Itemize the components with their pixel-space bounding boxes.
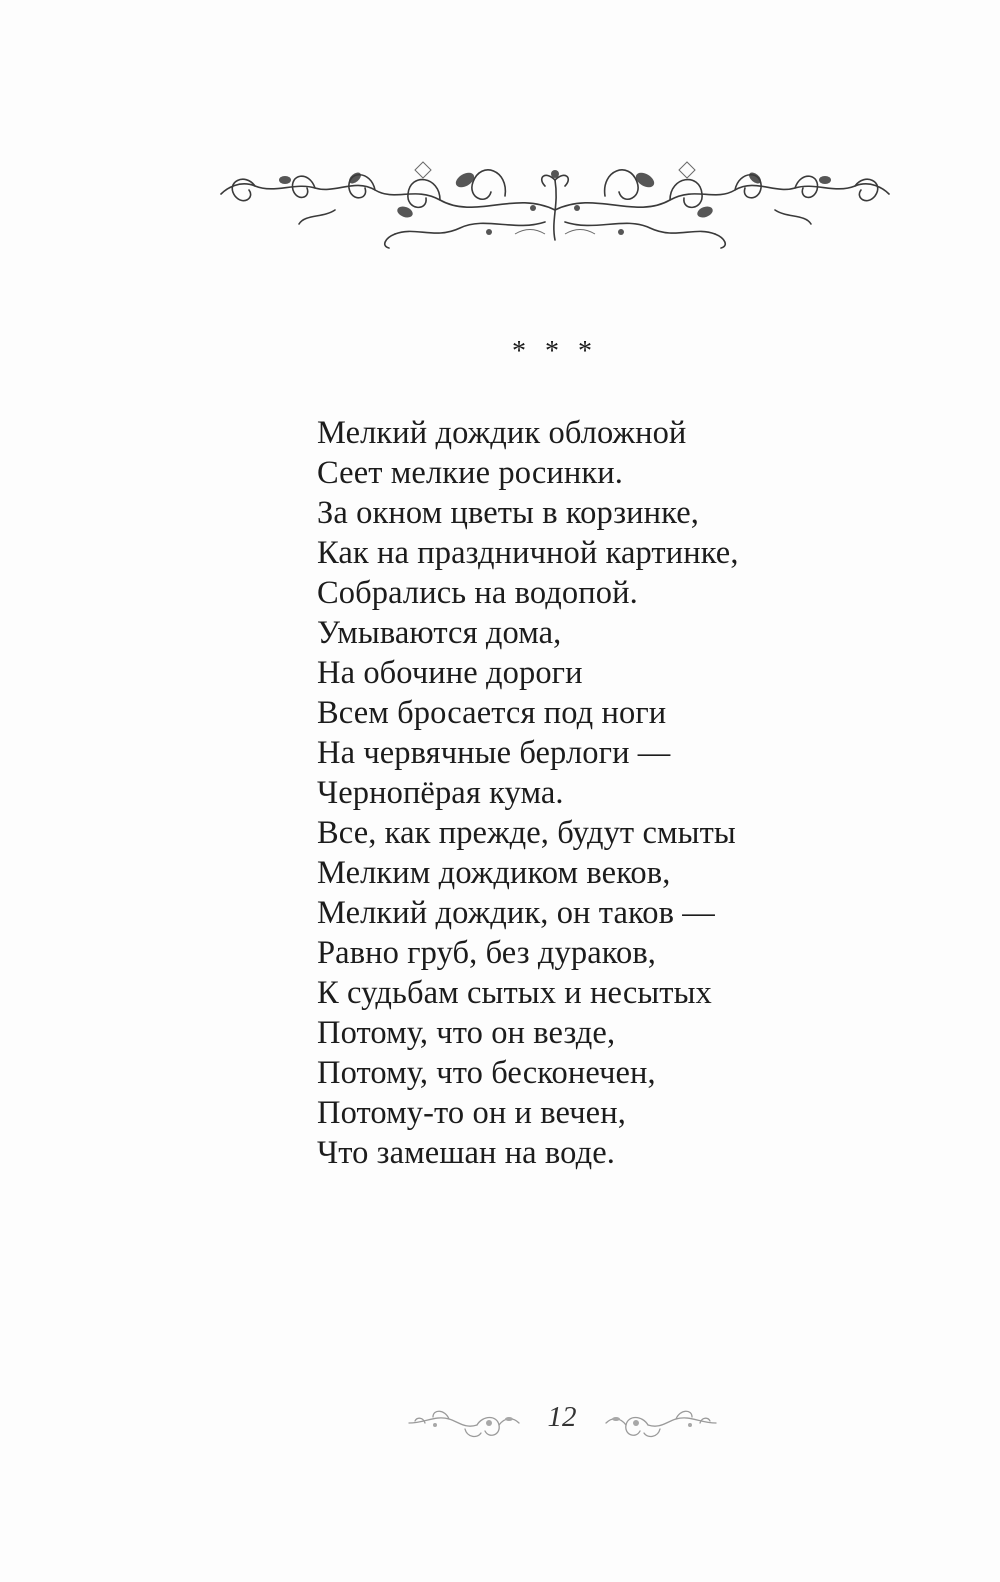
poem-line: Как на праздничной картинке, xyxy=(317,535,739,571)
section-asterism: * * * xyxy=(512,336,598,367)
floral-header-ornament-icon xyxy=(215,150,895,250)
poem-line: Умываются дома, xyxy=(317,615,562,651)
poem-line: Собрались на водопой. xyxy=(317,575,638,611)
poem-line: Чернопёрая кума. xyxy=(317,775,564,811)
poem-line: К судьбам сытых и несытых xyxy=(317,975,712,1011)
poem-line: Сеет мелкие росинки. xyxy=(317,455,624,491)
poem-line: Мелким дождиком веков, xyxy=(317,855,671,891)
poem-line: Потому, что бесконечен, xyxy=(317,1055,656,1091)
poem-line: Что замешан на воде. xyxy=(317,1135,615,1171)
poem-line: За окном цветы в корзинке, xyxy=(317,495,699,531)
poem-line: Равно груб, без дураков, xyxy=(317,935,656,971)
poem-body xyxy=(317,413,957,1173)
poem-line: Всем бросается под ноги xyxy=(317,695,667,731)
poem-line: Мелкий дождик обложной xyxy=(317,415,687,451)
page-number: 12 xyxy=(547,1401,577,1433)
poem-line: Потому, что он везде, xyxy=(317,1015,616,1051)
page-footer xyxy=(0,1395,1000,1451)
poem-line: На червячные берлоги — xyxy=(317,735,671,771)
poem-line: Все, как прежде, будут смыты xyxy=(317,815,736,851)
scroll-ornament-left-icon xyxy=(405,1401,525,1445)
scroll-ornament-right-icon xyxy=(600,1401,720,1445)
poem-line: Мелкий дождик, он таков — xyxy=(317,895,715,931)
poem-line: Потому-то он и вечен, xyxy=(317,1095,626,1131)
poem-line: На обочине дороги xyxy=(317,655,583,691)
